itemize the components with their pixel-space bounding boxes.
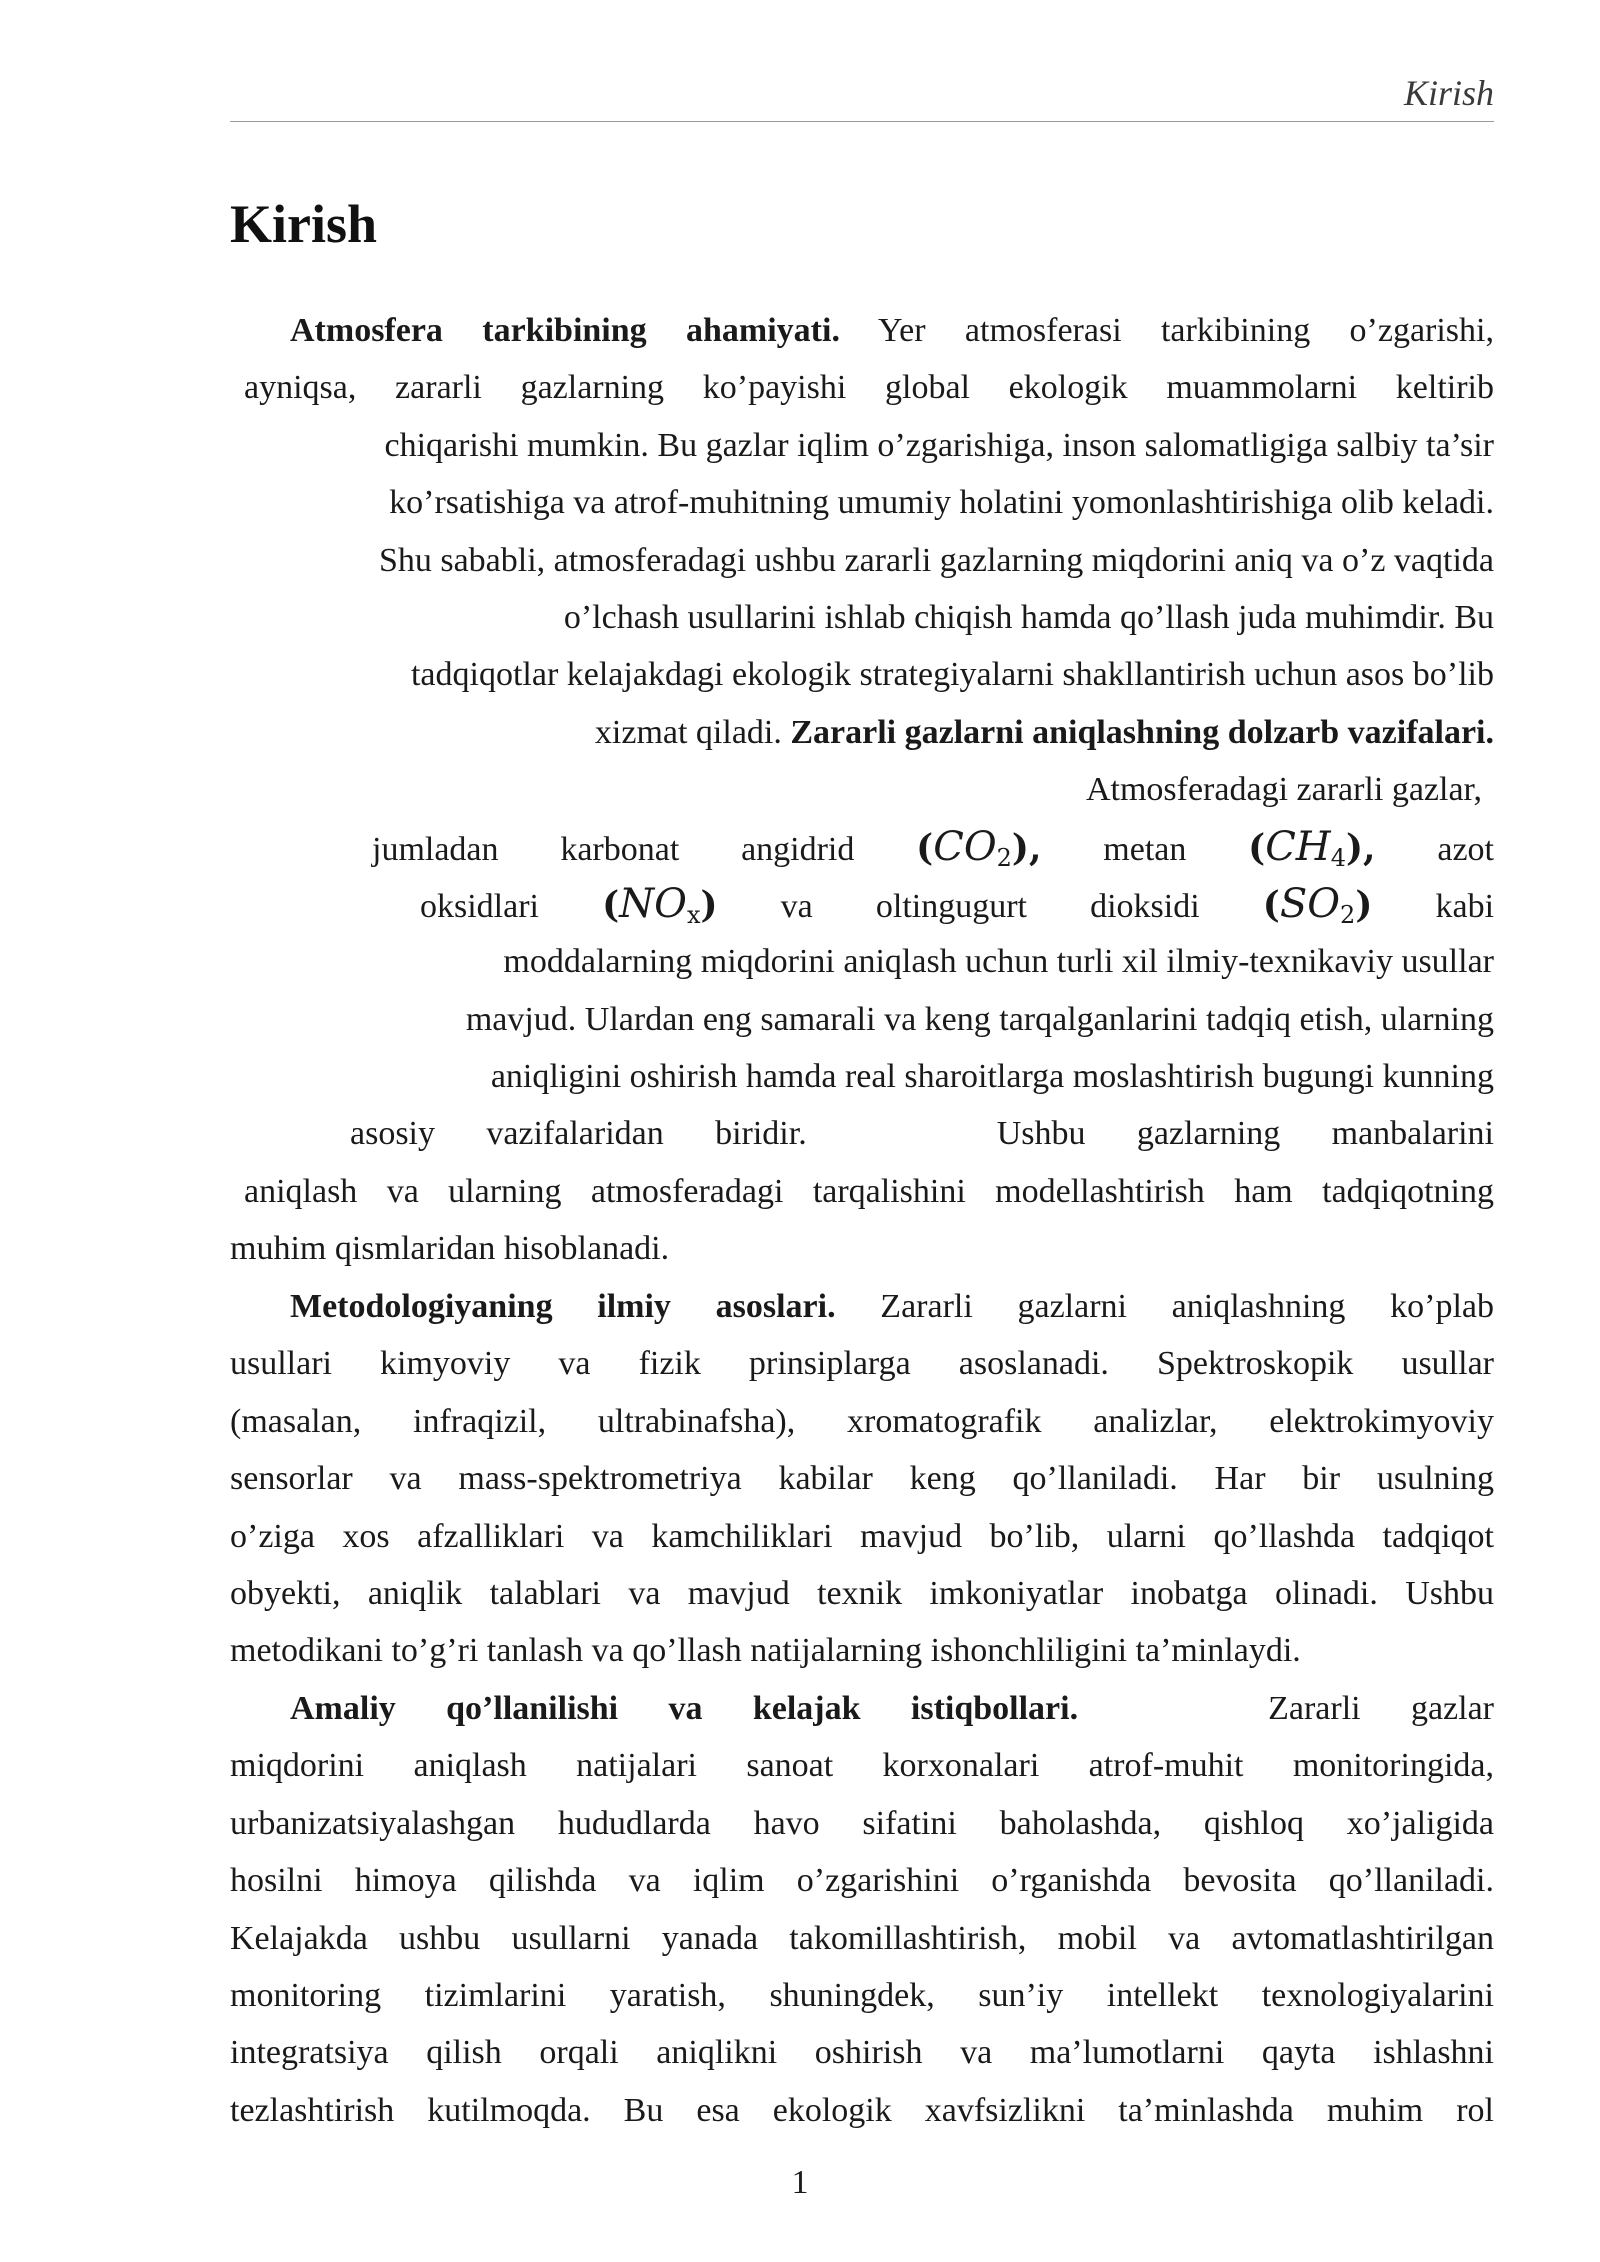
section-heading: Metodologiyaning ilmiy asoslari.	[290, 1288, 836, 1325]
text-line: hosilni himoya qilishda va iqlim o’zgarishini o’rganishda bevosita qo’llaniladi.	[230, 1862, 1494, 1900]
text-line: Amaliy qo’llanilishi va kelajak istiqbollari. Zararli gazlar	[290, 1690, 1494, 1727]
paragraph-applications	[230, 1680, 1494, 2139]
chapter-title: Kirish	[230, 194, 378, 254]
text-line: Shu sababli, atmosferadagi ushbu zararli gazlarning miqdorini aniq va o’z vaqtida	[378, 541, 1494, 579]
text-line: moddalarning miqdorini aniqlash uchun turli xil ilmiy-texnikaviy usullar	[503, 943, 1494, 981]
formula-ch4: $(CH_4)$,	[1248, 823, 1376, 872]
text-line: Metodologiyaning ilmiy asoslari. Zararli gazlarni aniqlashning ko’plab	[290, 1288, 1494, 1325]
formula-nox: $(NO_x)$	[602, 880, 718, 929]
text-line: sensorlar va mass-spektrometriya kabilar keng qo’llaniladi. Har bir usulning	[230, 1460, 1494, 1498]
formula-so2: $(SO_2)$	[1262, 880, 1373, 929]
formula-co2: $(CO_2)$,	[916, 823, 1042, 872]
text-line: ayniqsa, zararli gazlarning ko’payishi global ekologik muammolarni keltirib	[244, 369, 1494, 407]
text-line: monitoring tizimlarini yaratish, shuningdek, sun’iy intellekt texnologiyalarini	[230, 1976, 1494, 2014]
text-line: asosiy vazifalaridan biridir. Ushbu gazlarning manbalarini	[350, 1115, 1495, 1153]
section-heading: Zararli gazlarni aniqlashning dolzarb vazifalari.	[790, 713, 1494, 751]
text-line: o’lchash usullarini ishlab chiqish hamda qo’llash juda muhimdir. Bu	[563, 598, 1494, 636]
text-line: o’ziga xos afzalliklari va kamchiliklari mavjud bo’lib, ularni qo’llashda tadqiqot	[230, 1517, 1494, 1555]
text-line: xizmat qiladi. Zararli gazlarni aniqlashning dolzarb vazifalari.	[594, 713, 1494, 751]
running-header: Kirish	[1403, 73, 1494, 113]
page-number: 1	[791, 2164, 809, 2201]
text-line: tadqiqotlar kelajakdagi ekologik strategiyalarni shakllantirish uchun asos bo’lib	[410, 656, 1494, 694]
text-line: integratsiya qilish orqali aniqlikni oshirish va ma’lumotlarni qayta ishlashni	[230, 2034, 1494, 2072]
text-line: tezlashtirish kutilmoqda. Bu esa ekologik xavfsizlikni ta’minlashda muhim rol	[230, 2091, 1494, 2129]
text-line: usullari kimyoviy va fizik prinsiplarga asoslanadi. Spektroskopik usullar	[230, 1345, 1494, 1383]
text-line: mavjud. Ulardan eng samarali va keng tarqalganlarini tadqiq etish, ularning	[465, 1000, 1494, 1038]
text-line: ko’rsatishiga va atrof-muhitning umumiy holatini yomonlashtirishiga olib keladi.	[389, 484, 1494, 522]
text-line: metodikani to’g’ri tanlash va qo’llash natijalarning ishonchliligini ta’minlaydi.	[230, 1632, 1301, 1670]
section-heading: Atmosfera tarkibining ahamiyati.	[290, 312, 840, 349]
text-line: urbanizatsiyalashgan hududlarda havo sifatini baholashda, qishloq xo’jaligida	[230, 1804, 1494, 1842]
paragraph-methodology	[230, 1278, 1494, 1680]
text-line: jumladan karbonat angidrid $(CO_2)$, metan $(CH_4)$, azot	[372, 823, 1494, 872]
section-heading: Amaliy qo’llanilishi va kelajak istiqbollari.	[290, 1690, 1079, 1727]
text-line: aniqligini oshirish hamda real sharoitlarga moslashtirish bugungi kunning	[490, 1058, 1494, 1096]
text-line: miqdorini aniqlash natijalari sanoat korxonalari atrof-muhit monitoringida,	[230, 1747, 1494, 1785]
text-line: muhim qismlaridan hisoblanadi.	[230, 1230, 670, 1268]
text-line: Kelajakda ushbu usullarni yanada takomillashtirish, mobil va avtomatlashtirilgan	[230, 1919, 1494, 1957]
text-line: oksidlari $(NO_x)$ va oltingugurt dioksidi $(SO_2)$ kabi	[420, 880, 1495, 929]
text-line: Atmosfera tarkibining ahamiyati. Yer atmosferasi tarkibining o’zgarishi,	[290, 312, 1494, 349]
paragraph-atmosphere-composition	[230, 302, 1494, 1278]
text-line: obyekti, aniqlik talablari va mavjud texnik imkoniyatlar inobatga olinadi. Ushbu	[230, 1574, 1494, 1612]
text-line: chiqarishi mumkin. Bu gazlar iqlim o’zgarishiga, inson salomatligiga salbiy ta’sir	[384, 426, 1494, 464]
text-line: aniqlash va ularning atmosferadagi tarqalishini modellashtirish ham tadqiqotning	[244, 1172, 1494, 1210]
text-line: (masalan, infraqizil, ultrabinafsha), xromatografik analizlar, elektrokimyoviy	[230, 1402, 1494, 1440]
header-divider	[230, 121, 1494, 122]
text-line: Atmosferadagi zararli gazlar,	[1085, 771, 1482, 809]
